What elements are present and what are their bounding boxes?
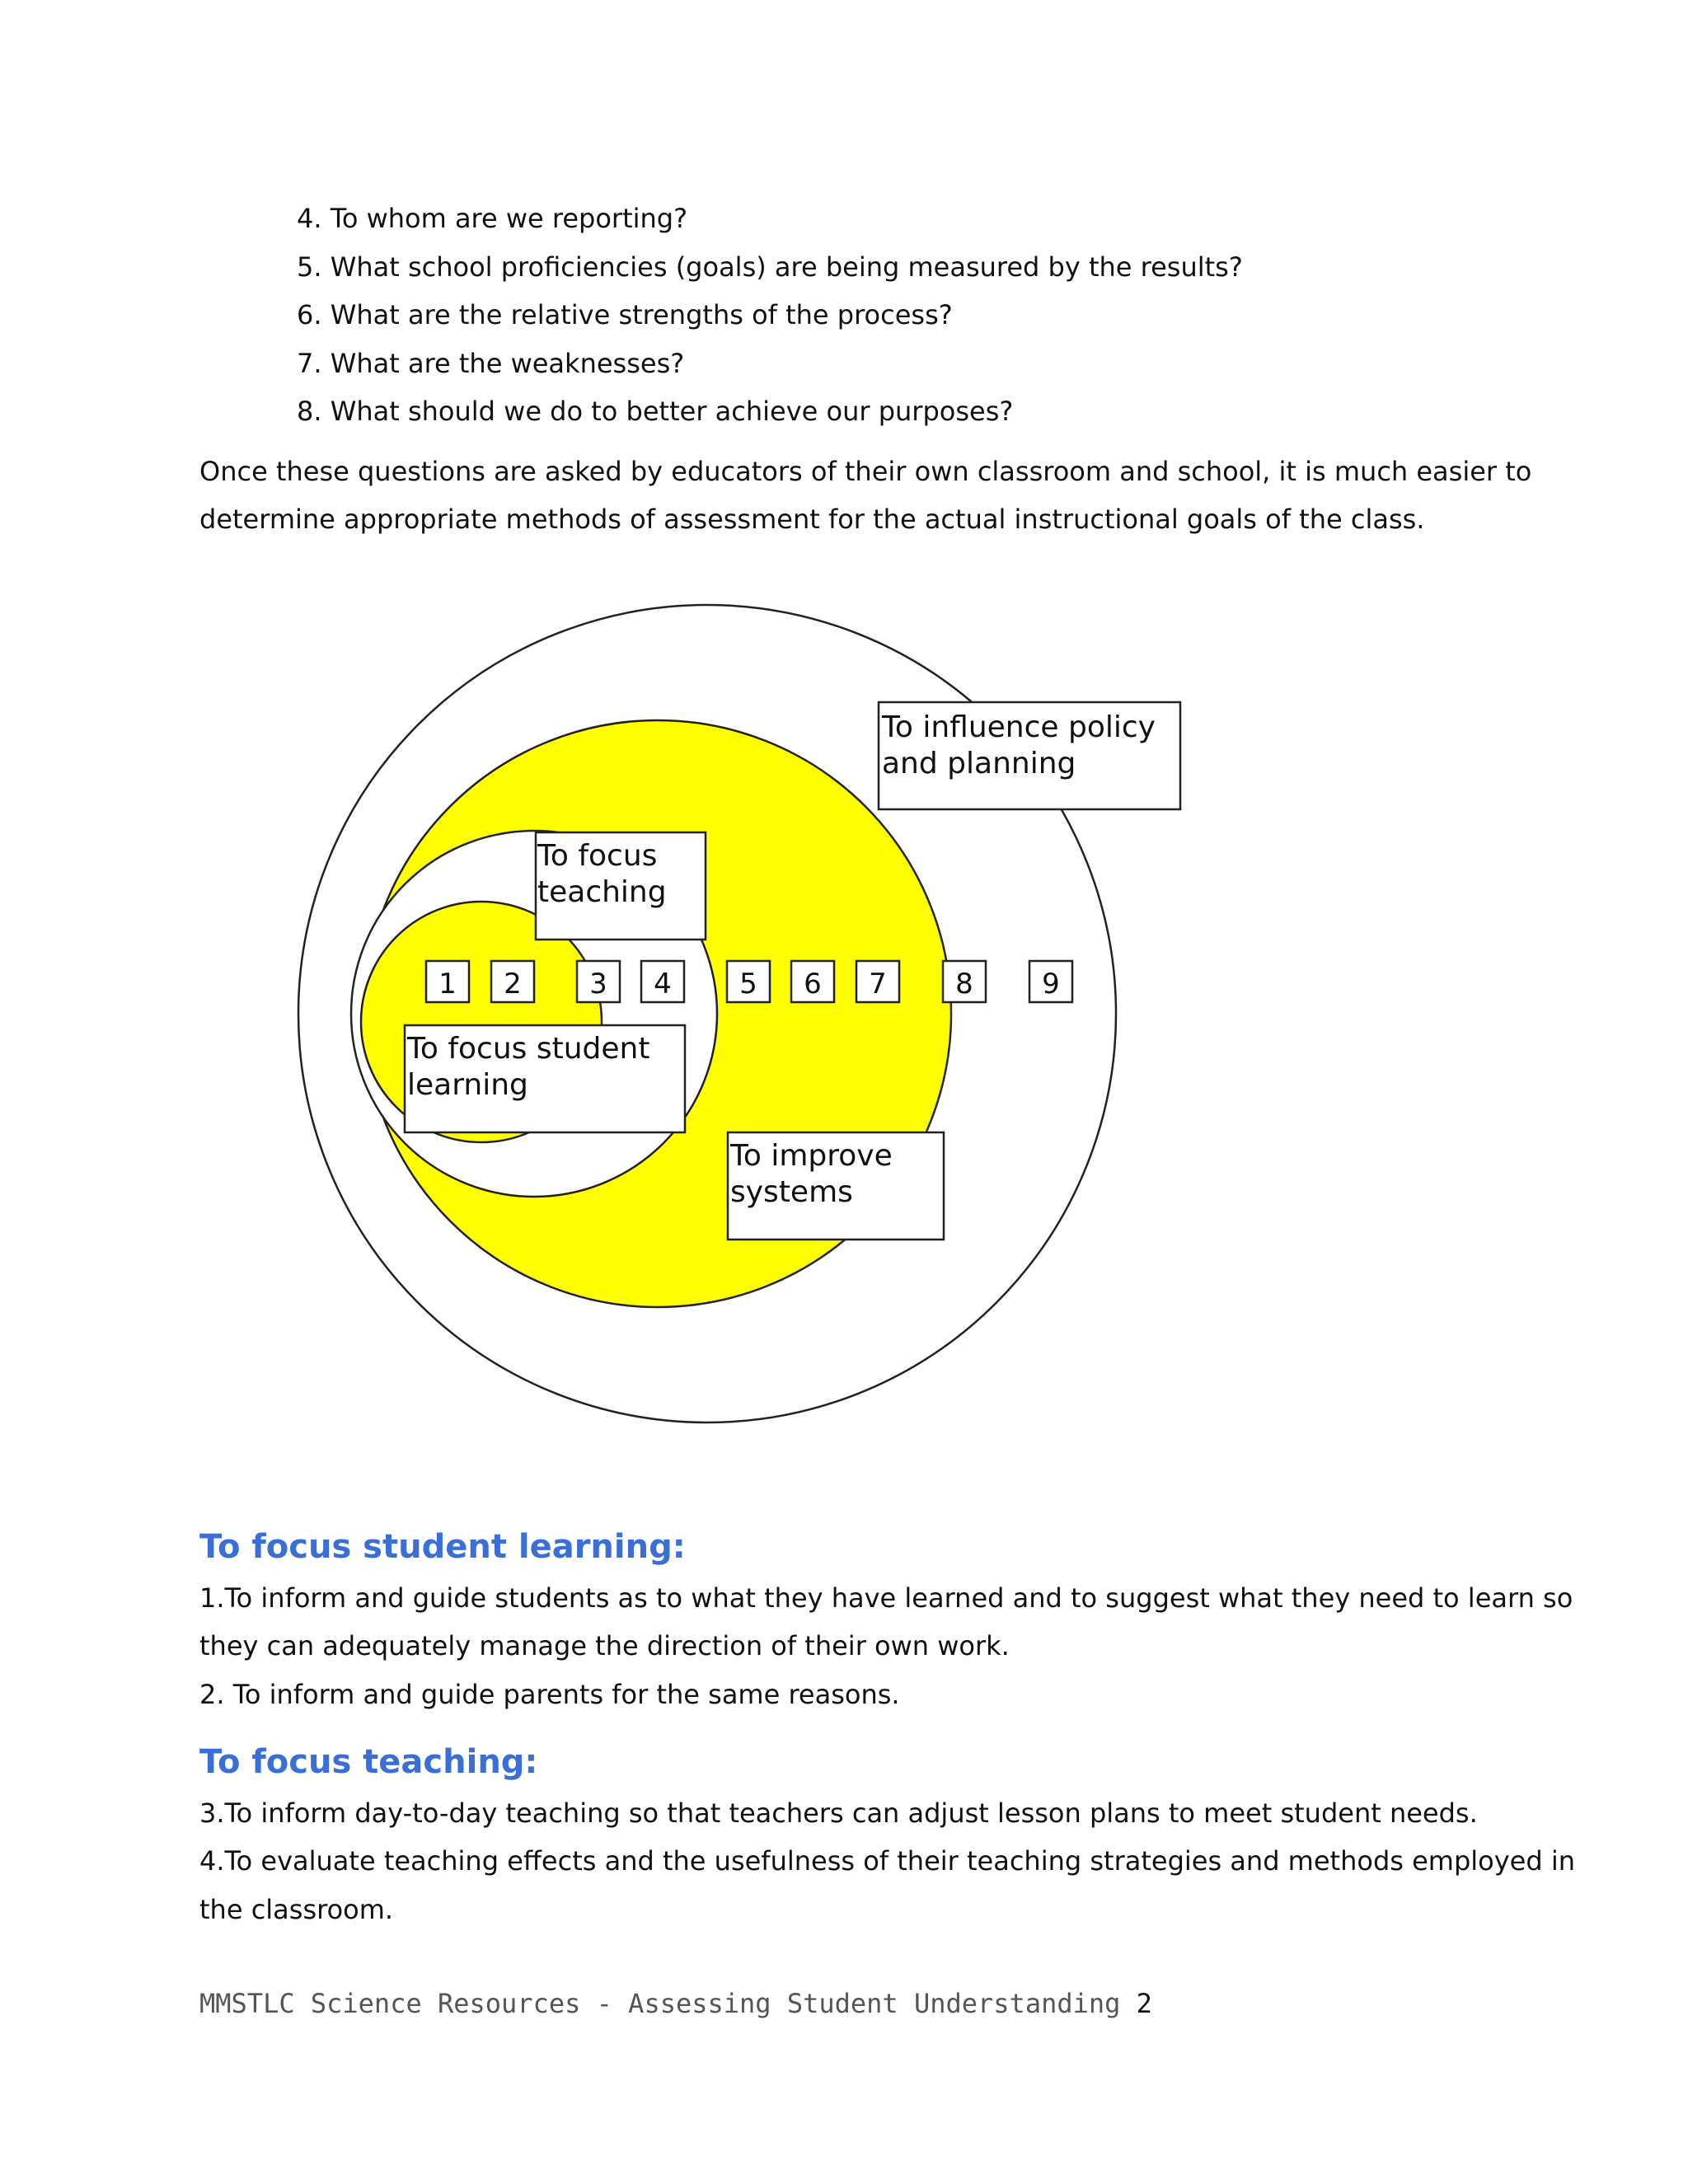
section1-line2: they can adequately manage the direction of their own work. — [199, 1630, 1010, 1661]
section1-line3: 2. To inform and guide parents for the same reasons. — [199, 1679, 900, 1710]
teaching-label-line2: teaching — [537, 875, 667, 909]
number-label: 9 — [1042, 968, 1060, 1001]
footer-text: MMSTLC Science Resources - Assessing Student Understanding — [199, 1988, 1121, 2019]
teaching-label-line1: To focus — [537, 839, 658, 873]
number-label: 6 — [804, 968, 822, 1001]
number-label: 5 — [739, 968, 757, 1001]
student-label-line2: learning — [407, 1068, 528, 1102]
systems-label-line1: To improve — [730, 1139, 893, 1173]
intro-paragraph-line2: determine appropriate methods of assessment for the actual instructional goals of the class. — [199, 504, 1425, 535]
section2-line1: 3.To inform day-to-day teaching so that teachers can adjust lesson plans to meet student needs. — [199, 1797, 1478, 1829]
student-label-line1: To focus student — [407, 1032, 650, 1066]
list-item: 6. What are the relative strengths of the process? — [297, 299, 953, 330]
list-item: 4. To whom are we reporting? — [297, 203, 688, 234]
number-label: 4 — [654, 968, 672, 1001]
list-item: 5. What school proficiencies (goals) are being measured by the results? — [297, 251, 1243, 283]
section-heading-teaching: To focus teaching: — [199, 1743, 538, 1781]
number-label: 3 — [589, 968, 607, 1001]
policy-label-line1: To influence policy — [882, 710, 1156, 744]
number-label: 2 — [504, 968, 522, 1001]
systems-label-line2: systems — [730, 1175, 853, 1209]
section2-line2: 4.To evaluate teaching effects and the usefulness of their teaching strategies and methods employed in — [199, 1845, 1576, 1877]
section1-line1: 1.To inform and guide students as to what they have learned and to suggest what they need to learn so — [199, 1582, 1573, 1614]
number-label: 7 — [869, 968, 887, 1001]
list-item: 7. What are the weaknesses? — [297, 347, 685, 379]
number-label: 8 — [955, 968, 973, 1001]
policy-label-line2: and planning — [882, 747, 1076, 780]
list-item: 8. What should we do to better achieve our purposes? — [297, 396, 1014, 427]
page-footer — [199, 1988, 1152, 2019]
number-label: 1 — [438, 968, 457, 1001]
page-number: 2 — [1136, 1988, 1152, 2019]
section2-line3: the classroom. — [199, 1894, 394, 1925]
intro-paragraph-line1: Once these questions are asked by educators of their own classroom and school, it is much easier to — [199, 456, 1532, 487]
number-boxes — [426, 961, 1072, 1002]
section-heading-student-learning: To focus student learning: — [199, 1528, 686, 1566]
